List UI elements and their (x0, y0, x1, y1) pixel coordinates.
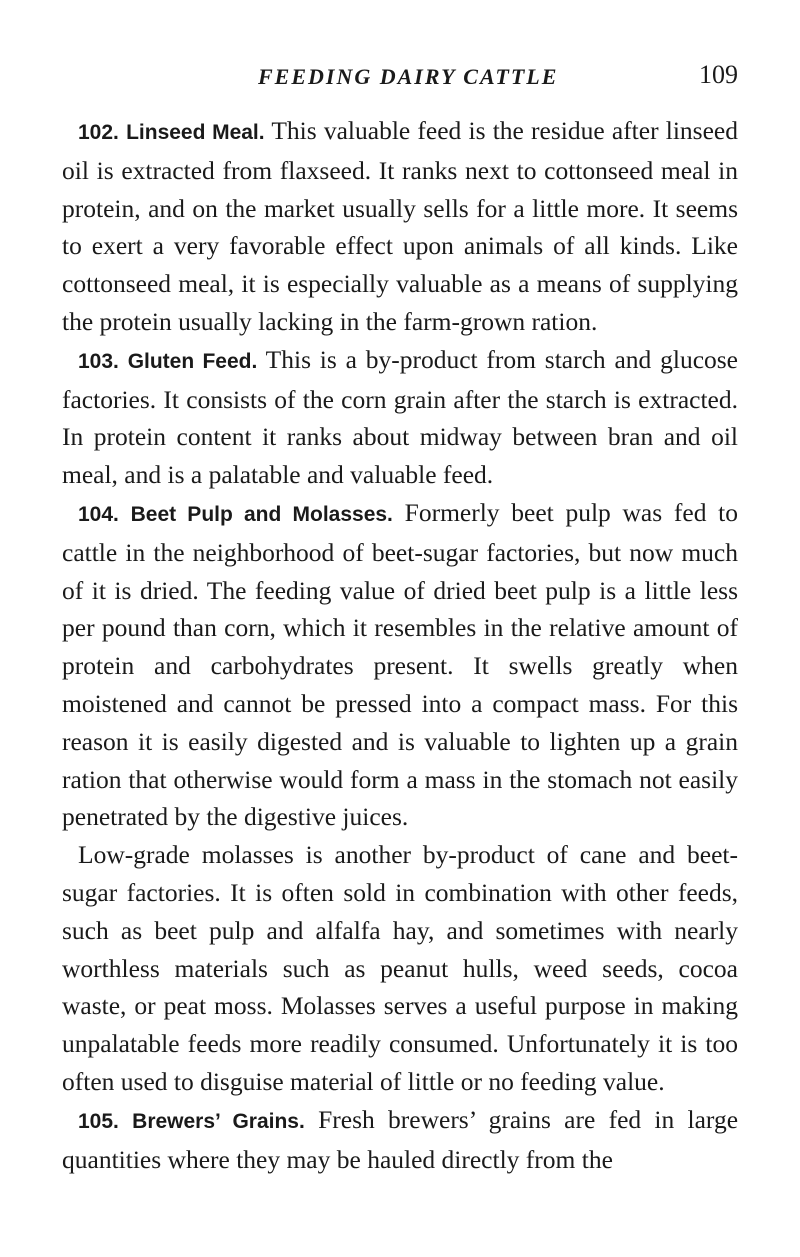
section-104 (62, 494, 738, 836)
section-title: Linseed Meal. (126, 121, 265, 144)
body-text (62, 112, 738, 1178)
section-102 (62, 112, 738, 341)
section-title: Brewers’ Grains. (132, 1109, 305, 1133)
section-105 (62, 1101, 738, 1179)
section-number: 104. (78, 502, 119, 526)
section-text: Fresh brewers’ grains are fed in large quantities where they may be hauled directly from the (62, 1104, 739, 1174)
running-title: FEEDING DAIRY CATTLE (258, 64, 559, 89)
section-number: 102. (78, 121, 119, 144)
section-number: 105. (78, 1109, 119, 1133)
section-number: 103. (78, 349, 119, 373)
section-text: This is a by-product from starch and glucose factories. It consists of the corn grain after the starch is extracted. In protein content it ranks about midway between bran and oil meal, and is a palatable and valuable feed. (62, 344, 739, 490)
section-text: This valuable feed is the residue after linseed oil is extracted from flaxseed. It ranks next to cottonseed meal in protein, and on the market usually sells for a little more. It seems to exert a very favorable effect upon animals of all kinds. Like cottonseed meal, it is especially valuable as a means of supplying the protein usually lacking in the farm-grown ration. (62, 116, 738, 336)
section-text: Formerly beet pulp was fed to cattle in the neighborhood of beet-sugar factories, but now much of it is dried. The feeding value of dried beet pulp is a little less per pound than corn, which it resembles in the relative amount of protein and carbohydrates present. It swells greatly when moistened and cannot be pressed into a compact mass. For this reason it is easily digested and is valuable to lighten up a grain ration that otherwise would form a mass in the stomach not easily penetrated by the digestive juices. (62, 497, 739, 832)
section-title: Beet Pulp and Molasses. (130, 502, 393, 526)
page-number: 109 (699, 60, 738, 89)
page-header (0, 58, 800, 98)
paragraph-molasses: Low-grade molasses is another by-product of cane and beet-sugar factories. It is often sold in combination with other feeds, such as beet pulp and alfalfa hay, and sometimes with nearly worthless materials such as peanut hulls, weed seeds, cocoa waste, or peat moss. Molasses serves a useful purpose in making unpalatable feeds more readily consumed. Unfortunately it is too often used to disguise material of little or no feeding value. (62, 840, 738, 1096)
section-103 (62, 341, 738, 494)
section-title: Gluten Feed. (127, 349, 258, 373)
